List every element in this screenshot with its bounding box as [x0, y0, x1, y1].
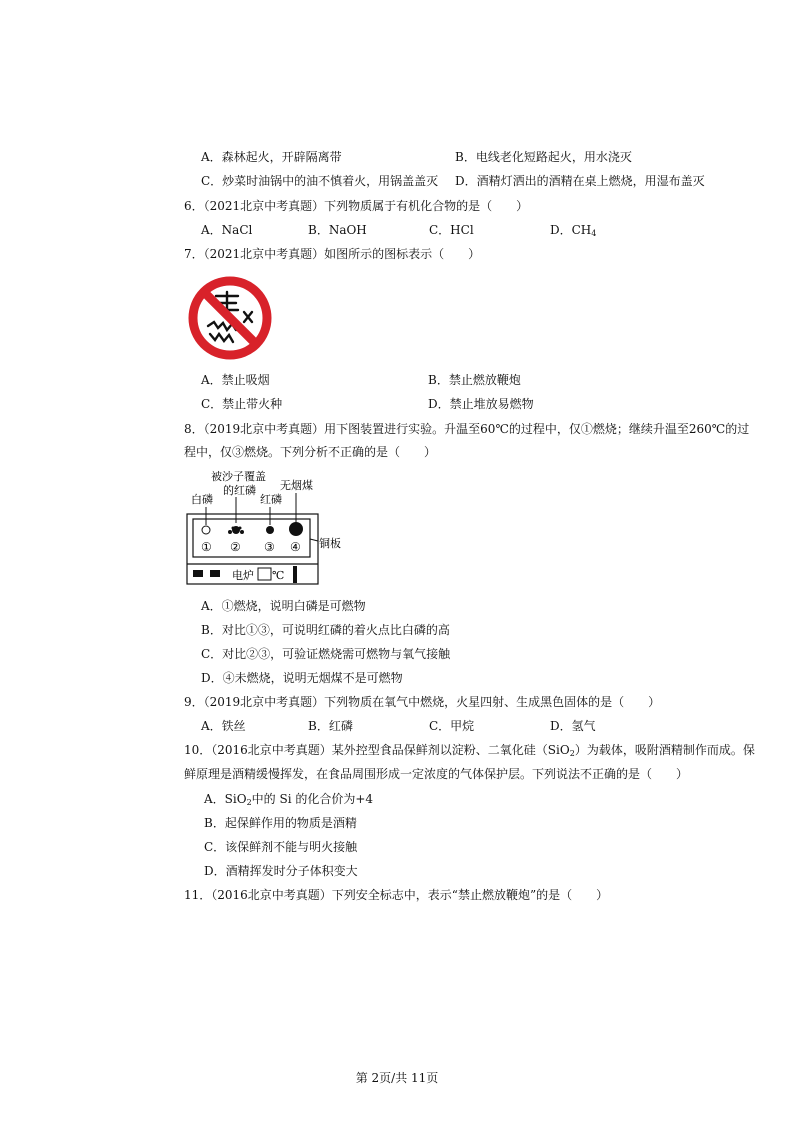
- label-white-phosphorus: 白磷: [191, 493, 213, 506]
- q9-option-c: C．甲烷: [429, 719, 475, 733]
- anthracite-sample: [289, 522, 303, 536]
- label-anthracite: 无烟煤: [280, 479, 313, 492]
- q9-stem: 9．（2019北京中考真题）下列物质在氧气中燃烧，火星四射、生成黑色固体的是（ ）: [184, 695, 661, 709]
- label-covered-red-phosphorus-1: 被沙子覆盖: [211, 470, 266, 483]
- q7-option-b: B．禁止燃放鞭炮: [428, 373, 521, 387]
- q5-option-a: A．森林起火，开辟隔离带: [201, 150, 342, 164]
- red-phosphorus-sample: [266, 526, 274, 534]
- label-copper-plate: 铜板: [319, 537, 341, 550]
- q8-option-c: C．对比②③，可验证燃烧需可燃物与氧气接触: [201, 647, 451, 661]
- q5-option-d: D．酒精灯洒出的酒精在桌上燃烧，用湿布盖灭: [455, 174, 705, 188]
- q8-option-d: D．④未燃烧，说明无烟煤不是可燃物: [201, 671, 403, 685]
- q9-option-b: B．红磷: [308, 719, 353, 733]
- q6-option-c: C．HCl: [429, 223, 474, 237]
- q7-stem: 7．（2021北京中考真题）如图所示的图标表示（ ）: [184, 247, 481, 261]
- q7-option-d: D．禁止堆放易燃物: [428, 397, 534, 411]
- page-number-footer: 第 2页/共 11页: [355, 1071, 439, 1085]
- sample-number-1: ①: [201, 540, 212, 554]
- q8-stem-line1: 8．（2019北京中考真题）用下图装置进行实验。升温至60℃的过程中，仅①燃烧；继续升温至260℃的过: [184, 422, 750, 436]
- q8-apparatus-diagram: [184, 467, 384, 591]
- q6-option-b: B．NaOH: [308, 223, 367, 237]
- q7-option-a: A．禁止吸烟: [201, 373, 270, 387]
- sand-covered-red-phosphorus-sample: [228, 526, 244, 534]
- q8-option-b: B．对比①③，可说明红磷的着火点比白磷的高: [201, 623, 450, 637]
- q5-option-c: C．炒菜时油锅中的油不慎着火，用锅盖盖灭: [201, 174, 439, 188]
- label-covered-red-phosphorus-2: 的红磷: [223, 484, 256, 497]
- label-red-phosphorus: 红磷: [260, 493, 282, 506]
- q5-option-b: B．电线老化短路起火，用水浇灭: [455, 150, 632, 164]
- q11-stem: 11．（2016北京中考真题）下列安全标志中，表示“禁止燃放鞭炮”的是（ ）: [184, 888, 609, 902]
- q6-stem: 6．（2021北京中考真题）下列物质属于有机化合物的是（ ）: [184, 199, 529, 213]
- q6-option-a: A．NaCl: [201, 223, 253, 237]
- q8-option-a: A．①燃烧，说明白磷是可燃物: [201, 599, 366, 613]
- label-electric-stove: 电炉: [232, 569, 254, 582]
- white-phosphorus-sample: [202, 526, 210, 534]
- sample-number-4: ④: [290, 540, 301, 554]
- q10-option-c: C．该保鲜剂不能与明火接触: [204, 840, 358, 854]
- q10-stem-line2: 鲜原理是酒精缓慢挥发，在食品周围形成一定浓度的气体保护层。下列说法不正确的是（ ）: [184, 767, 689, 781]
- q10-stem-line1: 10．（2016北京中考真题）某外控型食品保鲜剂以淀粉、二氧化硅（SiO$_2$）为载体，吸附酒精制作而成。保: [184, 743, 755, 758]
- q8-stem-line2: 程中，仅③燃烧。下列分析不正确的是（ ）: [184, 445, 437, 459]
- sample-number-3: ③: [264, 540, 275, 554]
- q9-option-d: D．氢气: [550, 719, 596, 733]
- q10-option-a: A．SiO$_2$中的 Si 的化合价为+4: [204, 792, 374, 807]
- no-firecracker-sign-image: [186, 274, 274, 362]
- q7-option-c: C．禁止带火种: [201, 397, 283, 411]
- sample-number-2: ②: [230, 540, 241, 554]
- q10-option-b: B．起保鲜作用的物质是酒精: [204, 816, 357, 830]
- q6-option-d: D．$CH_4$: [550, 223, 597, 238]
- label-temperature-unit: ℃: [272, 569, 285, 582]
- q10-option-d: D．酒精挥发时分子体积变大: [204, 864, 358, 878]
- q9-option-a: A．铁丝: [201, 719, 246, 733]
